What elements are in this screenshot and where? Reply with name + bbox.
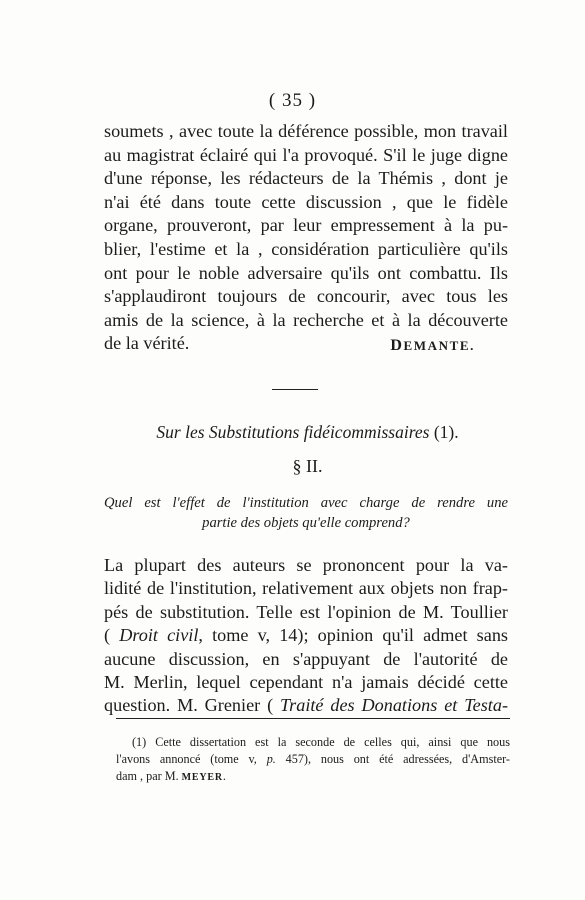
paragraph1-line-3: d'une réponse, les rédacteurs de la Thémis , dont je bbox=[104, 168, 508, 189]
paragraph-argument bbox=[104, 554, 508, 718]
section-title-note-ref: (1). bbox=[429, 422, 459, 442]
question-line-1: Quel est l'effet de l'institution avec charge de rendre une bbox=[104, 495, 508, 511]
paragraph1-line-2: au magistrat éclairé qui l'a provoqué. S'il le juge digne bbox=[104, 144, 508, 165]
footnote-line-2-italic: p. bbox=[266, 752, 276, 766]
paragraph1-line-9: amis de la science, à la recherche et à la découverte bbox=[104, 309, 508, 330]
footnote-author-name: MEYER bbox=[181, 772, 223, 783]
section-divider bbox=[272, 389, 318, 390]
paragraph2-line-7-italic: Traité des Donations et Testa- bbox=[280, 695, 509, 716]
section-title bbox=[0, 422, 585, 443]
paragraph-conclusion bbox=[104, 120, 508, 356]
paragraph1-line-8: s'applaudiront toujours de concourir, avec tous les bbox=[104, 286, 508, 307]
question-line-2: partie des objets qu'elle comprend? bbox=[202, 515, 410, 531]
section-question bbox=[104, 493, 508, 533]
footnote-line-1: (1) Cette dissertation est la seconde de celles qui, ainsi que nous bbox=[132, 735, 510, 749]
paragraph2-line-4-post: , tome v, 14); opinion qu'il admet sans bbox=[198, 625, 508, 646]
paragraph1-line-7: ont pour le noble adversaire qu'ils ont combattu. Ils bbox=[104, 262, 508, 283]
paragraph2-line-4 bbox=[104, 624, 508, 647]
footnote-line-3-post: . bbox=[222, 769, 226, 783]
signature-rest: EMANTE. bbox=[403, 338, 475, 353]
paragraph1-line-6: blier, l'estime et la , considération particulière qu'ils bbox=[104, 238, 508, 259]
signature-initial: D bbox=[390, 337, 404, 354]
paragraph1-line-10: de la vérité. bbox=[104, 333, 190, 354]
paragraph2-line-5: aucune discussion, en s'appuyant de l'autorité de bbox=[104, 648, 508, 669]
footnote-line-3 bbox=[116, 768, 510, 785]
paragraph2-line-7-pre: question. M. Grenier ( bbox=[104, 695, 281, 716]
paragraph2-line-1: La plupart des auteurs se prononcent pour la va- bbox=[104, 555, 508, 575]
paragraph1-line-1: soumets , avec toute la déférence possible, mon travail bbox=[104, 121, 508, 141]
paragraph2-line-7 bbox=[104, 694, 508, 717]
paragraph2-line-6: M. Merlin, lequel cependant n'a jamais décidé cette bbox=[104, 671, 508, 692]
page-number: ( 35 ) bbox=[268, 90, 317, 111]
paragraph1-line-5: organe, prouveront, par leur empressement à la pu- bbox=[104, 215, 508, 236]
paragraph1-line-4: n'ai été dans toute cette discussion , que le fidèle bbox=[104, 191, 508, 212]
footnote-rule bbox=[116, 718, 510, 719]
footnote-line-2 bbox=[116, 751, 510, 768]
footnote-line-2-post: 457), nous ont été adressées, d'Amster- bbox=[275, 752, 510, 766]
paragraph2-line-4-pre: ( bbox=[104, 625, 120, 646]
section-number: § II. bbox=[292, 456, 323, 476]
paragraph2-line-3: pés de substitution. Telle est l'opinion de M. Toullier bbox=[104, 601, 508, 622]
footnote bbox=[116, 734, 510, 785]
paragraph2-line-2: lidité de l'institution, relativement aux objets non frap- bbox=[104, 578, 508, 599]
footnote-line-3-pre: dam , par M. bbox=[116, 769, 182, 783]
footnote-line-2-pre: l'avons annoncé (tome v, bbox=[116, 752, 267, 766]
author-signature bbox=[390, 337, 475, 355]
section-title-text: Sur les Substitutions fidéicommissaires bbox=[156, 422, 430, 442]
paragraph2-line-4-italic: Droit civil bbox=[119, 625, 199, 646]
